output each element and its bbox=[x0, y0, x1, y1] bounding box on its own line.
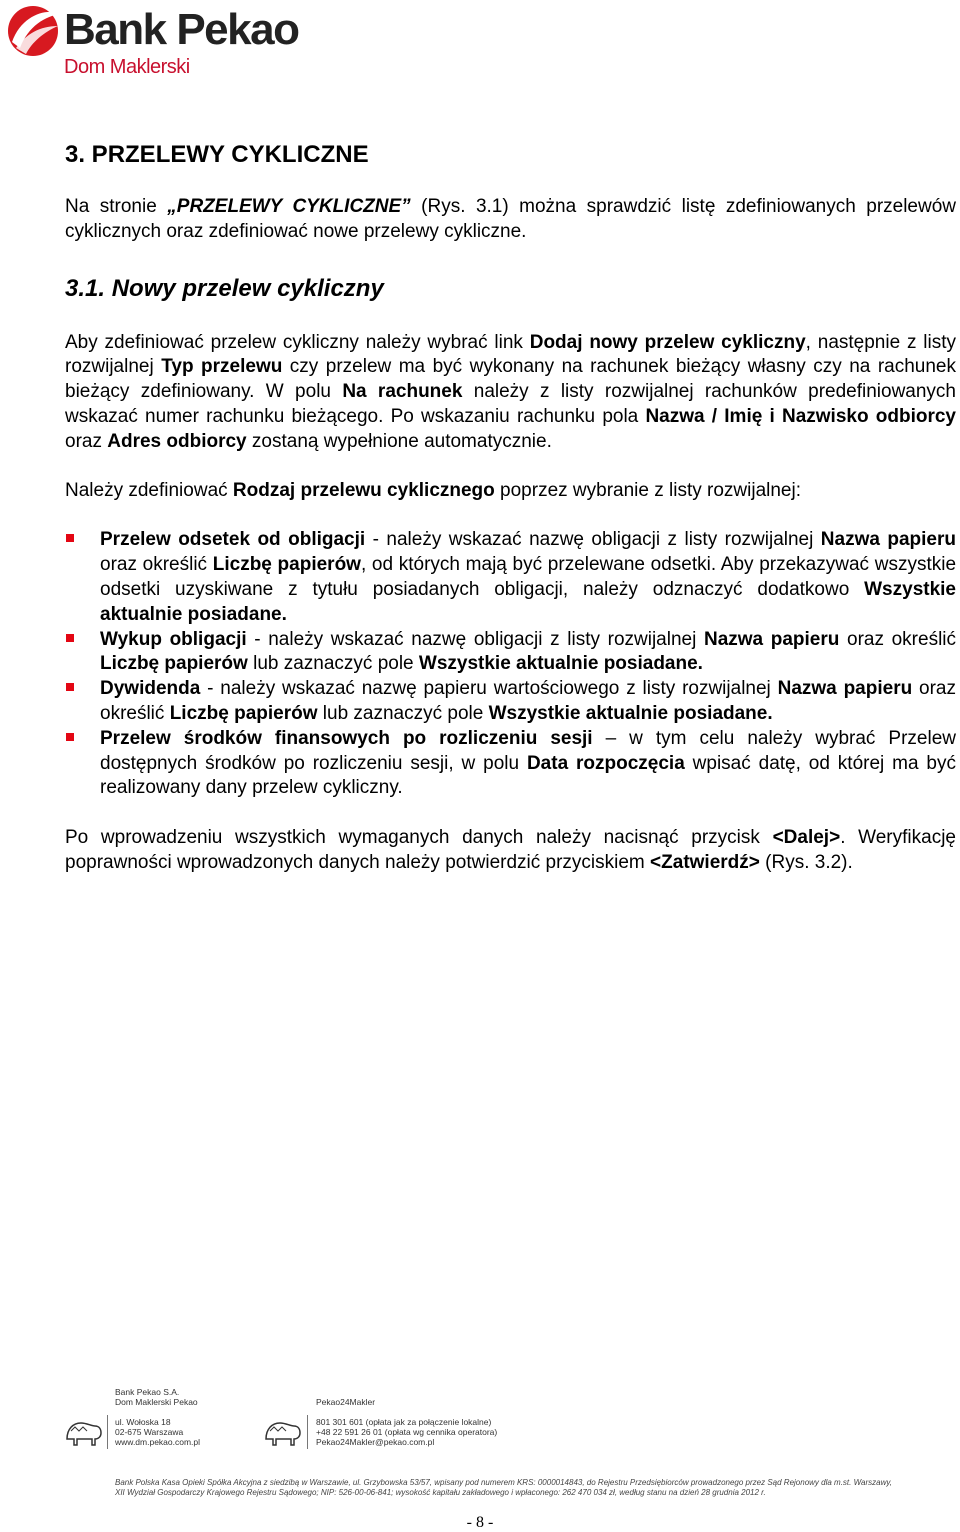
page-footer bbox=[65, 1385, 945, 1495]
logo-sub-text: Dom Maklerski bbox=[64, 56, 190, 78]
bison-logo-icon bbox=[264, 1417, 302, 1447]
bold-term: Dodaj nowy przelew cykliczny bbox=[529, 331, 806, 353]
text: . Weryfikację poprawności wprowadzonych danych należy potwierdzić przyciskiem bbox=[65, 827, 956, 873]
text: czy przelew ma być wykonany na rachunek bieżący własny czy na rachunek bieżący zdefiniowany. W polu bbox=[65, 356, 956, 403]
subsection-title: 3.1. Nowy przelew cykliczny bbox=[65, 274, 384, 302]
text: lub zaznaczyć pole bbox=[247, 653, 419, 675]
text: Aby zdefiniować przelew cykliczny należy wybrać link bbox=[65, 331, 530, 353]
bold-term: Wszystkie aktualnie posiadane. bbox=[488, 702, 773, 724]
button-ref: <Dalej> bbox=[772, 827, 841, 849]
footer-email: Pekao24Makler@pekao.com.pl bbox=[316, 1437, 435, 1447]
definition-paragraph bbox=[65, 331, 956, 455]
bold-term: Wszystkie aktualnie posiadane. bbox=[100, 578, 956, 625]
bold-term: Na rachunek bbox=[342, 381, 463, 403]
bold-term: Dywidenda bbox=[100, 678, 201, 700]
page-number: - 8 - bbox=[466, 1514, 494, 1531]
footer-pekao24-title: Pekao24Makler bbox=[316, 1397, 376, 1407]
footer-divider bbox=[307, 1415, 308, 1449]
footer-bank-name: Bank Pekao S.A. bbox=[115, 1387, 180, 1397]
footer-website: www.dm.pekao.com.pl bbox=[115, 1437, 201, 1447]
document-body bbox=[65, 112, 956, 876]
footer-address-2: 02-675 Warszawa bbox=[115, 1427, 184, 1437]
transfer-type-paragraph bbox=[65, 479, 956, 504]
bold-term: Nazwa papieru bbox=[820, 529, 956, 551]
bold-term: Rodzaj przelewu cyklicznego bbox=[232, 479, 495, 501]
bold-term: Przelew środków finansowych po rozliczeniu sesji bbox=[100, 727, 593, 749]
text: - należy wskazać nazwę obligacji z listy rozwijalnej bbox=[365, 529, 821, 551]
list-item bbox=[65, 628, 956, 678]
bold-term: Adres odbiorcy bbox=[107, 430, 247, 452]
bullet-icon bbox=[66, 733, 74, 741]
footer-divider bbox=[107, 1415, 108, 1449]
text: , następnie z listy rozwijalnej bbox=[65, 331, 956, 378]
bison-logo-icon bbox=[65, 1417, 103, 1447]
bold-term: Nazwa papieru bbox=[777, 678, 913, 700]
text: , od których mają być przelewane odsetki. Aby przekazywać wszystkie odsetki uzyskiwane z tytułu posiadanych obligacji, należy odznaczyć dodatkowo bbox=[100, 554, 957, 600]
text: należy z listy rozwijalnej rachunków predefiniowanych wskazać numer rachunku bieżącego. Po wskazaniu rachunku pola bbox=[65, 381, 956, 427]
bold-term: Typ przelewu bbox=[161, 356, 283, 378]
text: oraz określić bbox=[100, 678, 956, 724]
bank-pekao-logo bbox=[6, 4, 326, 80]
footer-address-1: ul. Wołoska 18 bbox=[115, 1417, 171, 1427]
text: - należy wskazać nazwę papieru wartościowego z listy rozwijalnej bbox=[200, 678, 778, 700]
list-item bbox=[65, 727, 956, 801]
list-item bbox=[65, 528, 956, 627]
intro-paragraph bbox=[65, 195, 956, 245]
text: Po wprowadzeniu wszystkich wymaganych danych należy nacisnąć przycisk bbox=[65, 827, 773, 849]
bold-term: Wykup obligacji bbox=[100, 628, 247, 650]
bold-term: Przelew odsetek od obligacji bbox=[100, 529, 366, 551]
text: lub zaznaczyć pole bbox=[317, 702, 489, 724]
text: oraz określić bbox=[100, 554, 213, 576]
footer-phone-1: 801 301 601 (opłata jak za połączenie lokalne) bbox=[316, 1417, 492, 1427]
bullet-icon bbox=[66, 683, 74, 691]
text: – w tym celu należy wybrać Przelew dostępnych środków po rozliczeniu sesji, w polu bbox=[100, 727, 956, 774]
bullet-icon bbox=[66, 634, 74, 642]
bold-term: Liczbę papierów bbox=[100, 653, 248, 675]
text: Należy zdefiniować bbox=[65, 479, 233, 501]
logo-brand-text: Bank Pekao bbox=[64, 5, 299, 54]
text: (Rys. 3.2). bbox=[759, 851, 853, 873]
bold-term: Liczbę papierów bbox=[169, 702, 318, 724]
page-name-ref: „PRZELEWY CYKLICZNE” bbox=[167, 196, 411, 217]
pekao-logo-icon bbox=[6, 4, 62, 60]
text: - należy wskazać nazwę obligacji z listy rozwijalnej bbox=[246, 628, 704, 650]
text: oraz bbox=[65, 430, 108, 452]
footer-legal-text bbox=[115, 1478, 945, 1498]
bullet-icon bbox=[66, 534, 74, 542]
bold-term: Data rozpoczęcia bbox=[526, 752, 685, 774]
list-item bbox=[65, 677, 956, 727]
text: wpisać datę, od której ma być realizowany dany przelew cykliczny. bbox=[100, 752, 956, 799]
legal-line-1: Bank Polska Kasa Opieki Spółka Akcyjna z siedzibą w Warszawie, ul. Grzybowska 53/57, wpisany pod numerem KRS: 0000014843, do Rejestru Przedsiębiorców prowadzonego przez Sąd Rejonowy dla m.st. Warszawy, bbox=[115, 1478, 892, 1487]
transfer-type-list bbox=[65, 528, 956, 801]
text: poprzez wybranie z listy rozwijalnej: bbox=[494, 479, 801, 501]
legal-line-2: XII Wydział Gospodarczy Krajowego Rejestru Sądowego; NIP: 526-00-06-841; wysokość kapitału zakładowego i wpłaconego: 262 470 034 zł, według stanu na dzień 28 grudnia 2012 r. bbox=[115, 1488, 766, 1497]
footer-phone-2: +48 22 591 26 01 (opłata wg cennika operatora) bbox=[316, 1427, 498, 1437]
bold-term: Wszystkie aktualnie posiadane. bbox=[418, 653, 703, 675]
text: (Rys. 3.1) można sprawdzić listę zdefiniowanych przelewów cyklicznych oraz zdefiniować nowe przelewy cykliczne. bbox=[65, 196, 957, 242]
bold-term: Nazwa papieru bbox=[703, 628, 840, 650]
text: zostaną wypełnione automatycznie. bbox=[246, 430, 552, 452]
submit-paragraph bbox=[65, 826, 956, 876]
text: oraz określić bbox=[839, 628, 957, 650]
text: Na stronie bbox=[65, 196, 168, 217]
section-title: 3. PRZELEWY CYKLICZNE bbox=[65, 141, 369, 168]
footer-dm-name: Dom Maklerski Pekao bbox=[115, 1397, 198, 1407]
bold-term: Liczbę papierów bbox=[212, 554, 361, 576]
bold-term: Nazwa / Imię i Nazwisko odbiorcy bbox=[645, 405, 957, 427]
button-ref: <Zatwierdź> bbox=[650, 851, 760, 873]
